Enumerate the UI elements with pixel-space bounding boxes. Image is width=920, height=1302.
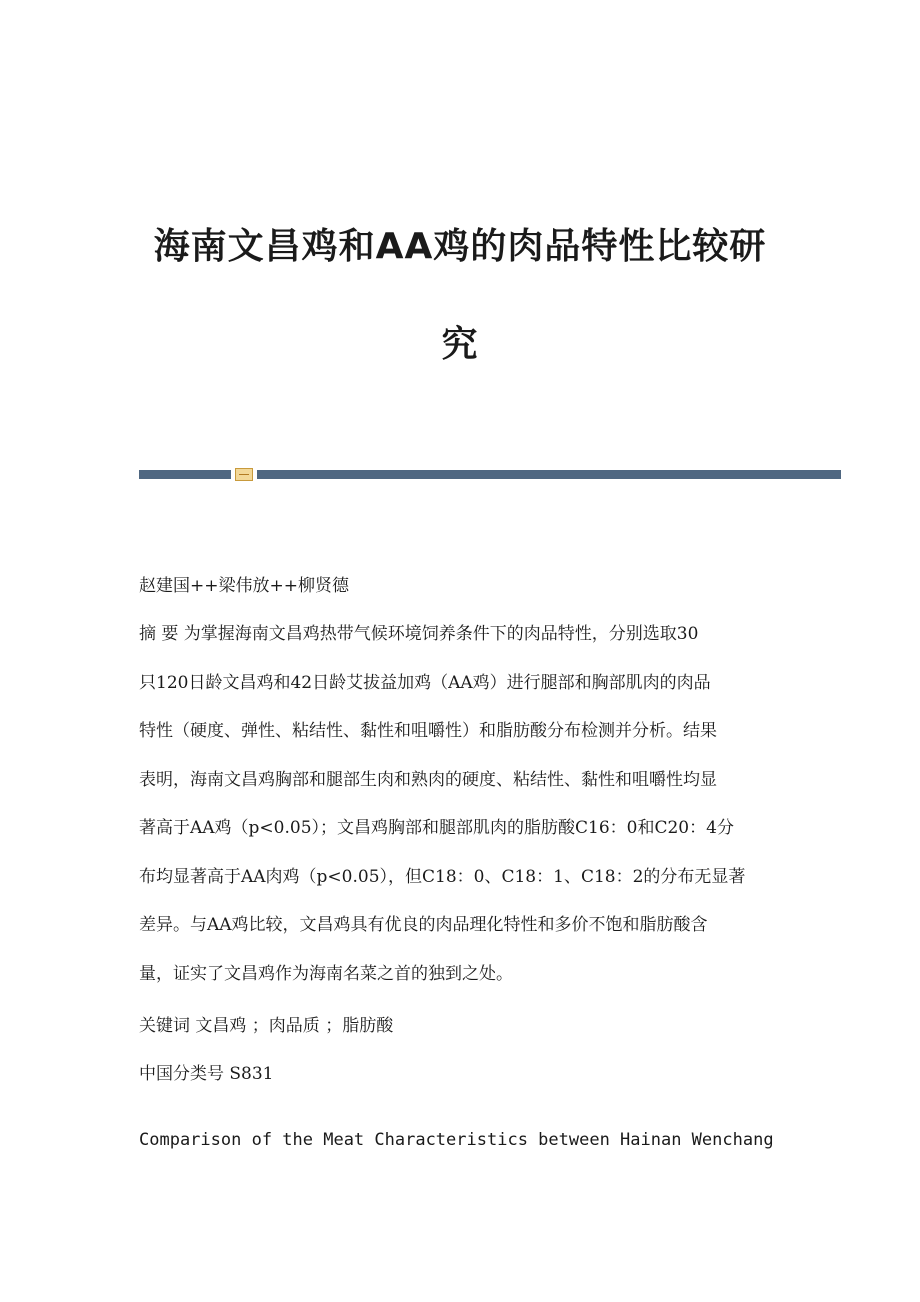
abstract-line: 摘 要 为掌握海南文昌鸡热带气候环境饲养条件下的肉品特性，分别选取30 bbox=[139, 624, 699, 644]
abstract-line: 特性（硬度、弹性、粘结性、黏性和咀嚼性）和脂肪酸分布检测并分析。结果 bbox=[139, 721, 717, 741]
title-divider-left bbox=[139, 470, 231, 479]
abstract-line: 量，证实了文昌鸡作为海南名菜之首的独到之处。 bbox=[139, 963, 513, 984]
abstract-line: 差异。与AA鸡比较，文昌鸡具有优良的肉品理化特性和多价不饱和脂肪酸含 bbox=[139, 915, 708, 935]
english-title: Comparison of the Meat Characteristics between Hainan Wenchang bbox=[139, 1130, 774, 1150]
title-divider-right bbox=[257, 470, 841, 479]
document-title-line-1: 海南文昌鸡和AA鸡的肉品特性比较研 bbox=[153, 226, 767, 267]
document-title-line-2: 究 bbox=[441, 324, 479, 365]
class-number: 中国分类号 S831 bbox=[139, 1064, 274, 1084]
abstract-line: 著高于AA鸡（p<0.05）；文昌鸡胸部和腿部肌肉的脂肪酸C16：0和C20：4分 bbox=[139, 818, 734, 838]
abstract bbox=[139, 610, 799, 998]
keywords: 关键词 文昌鸡 ；肉品质 ；脂肪酸 bbox=[139, 1016, 394, 1036]
abstract-line: 只120日龄文昌鸡和42日龄艾拔益加鸡（AA鸡）进行腿部和胸部肌肉的肉品 bbox=[139, 672, 711, 693]
abstract-line: 布均显著高于AA肉鸡（p<0.05），但C18：0、C18：1、C18：2的分布无显著 bbox=[139, 866, 746, 887]
authors: 赵建国++梁伟放++柳贤德 bbox=[139, 576, 349, 596]
abstract-line: 表明，海南文昌鸡胸部和腿部生肉和熟肉的硬度、粘结性、黏性和咀嚼性均显 bbox=[139, 769, 717, 790]
divider-ornament-icon bbox=[235, 468, 253, 481]
